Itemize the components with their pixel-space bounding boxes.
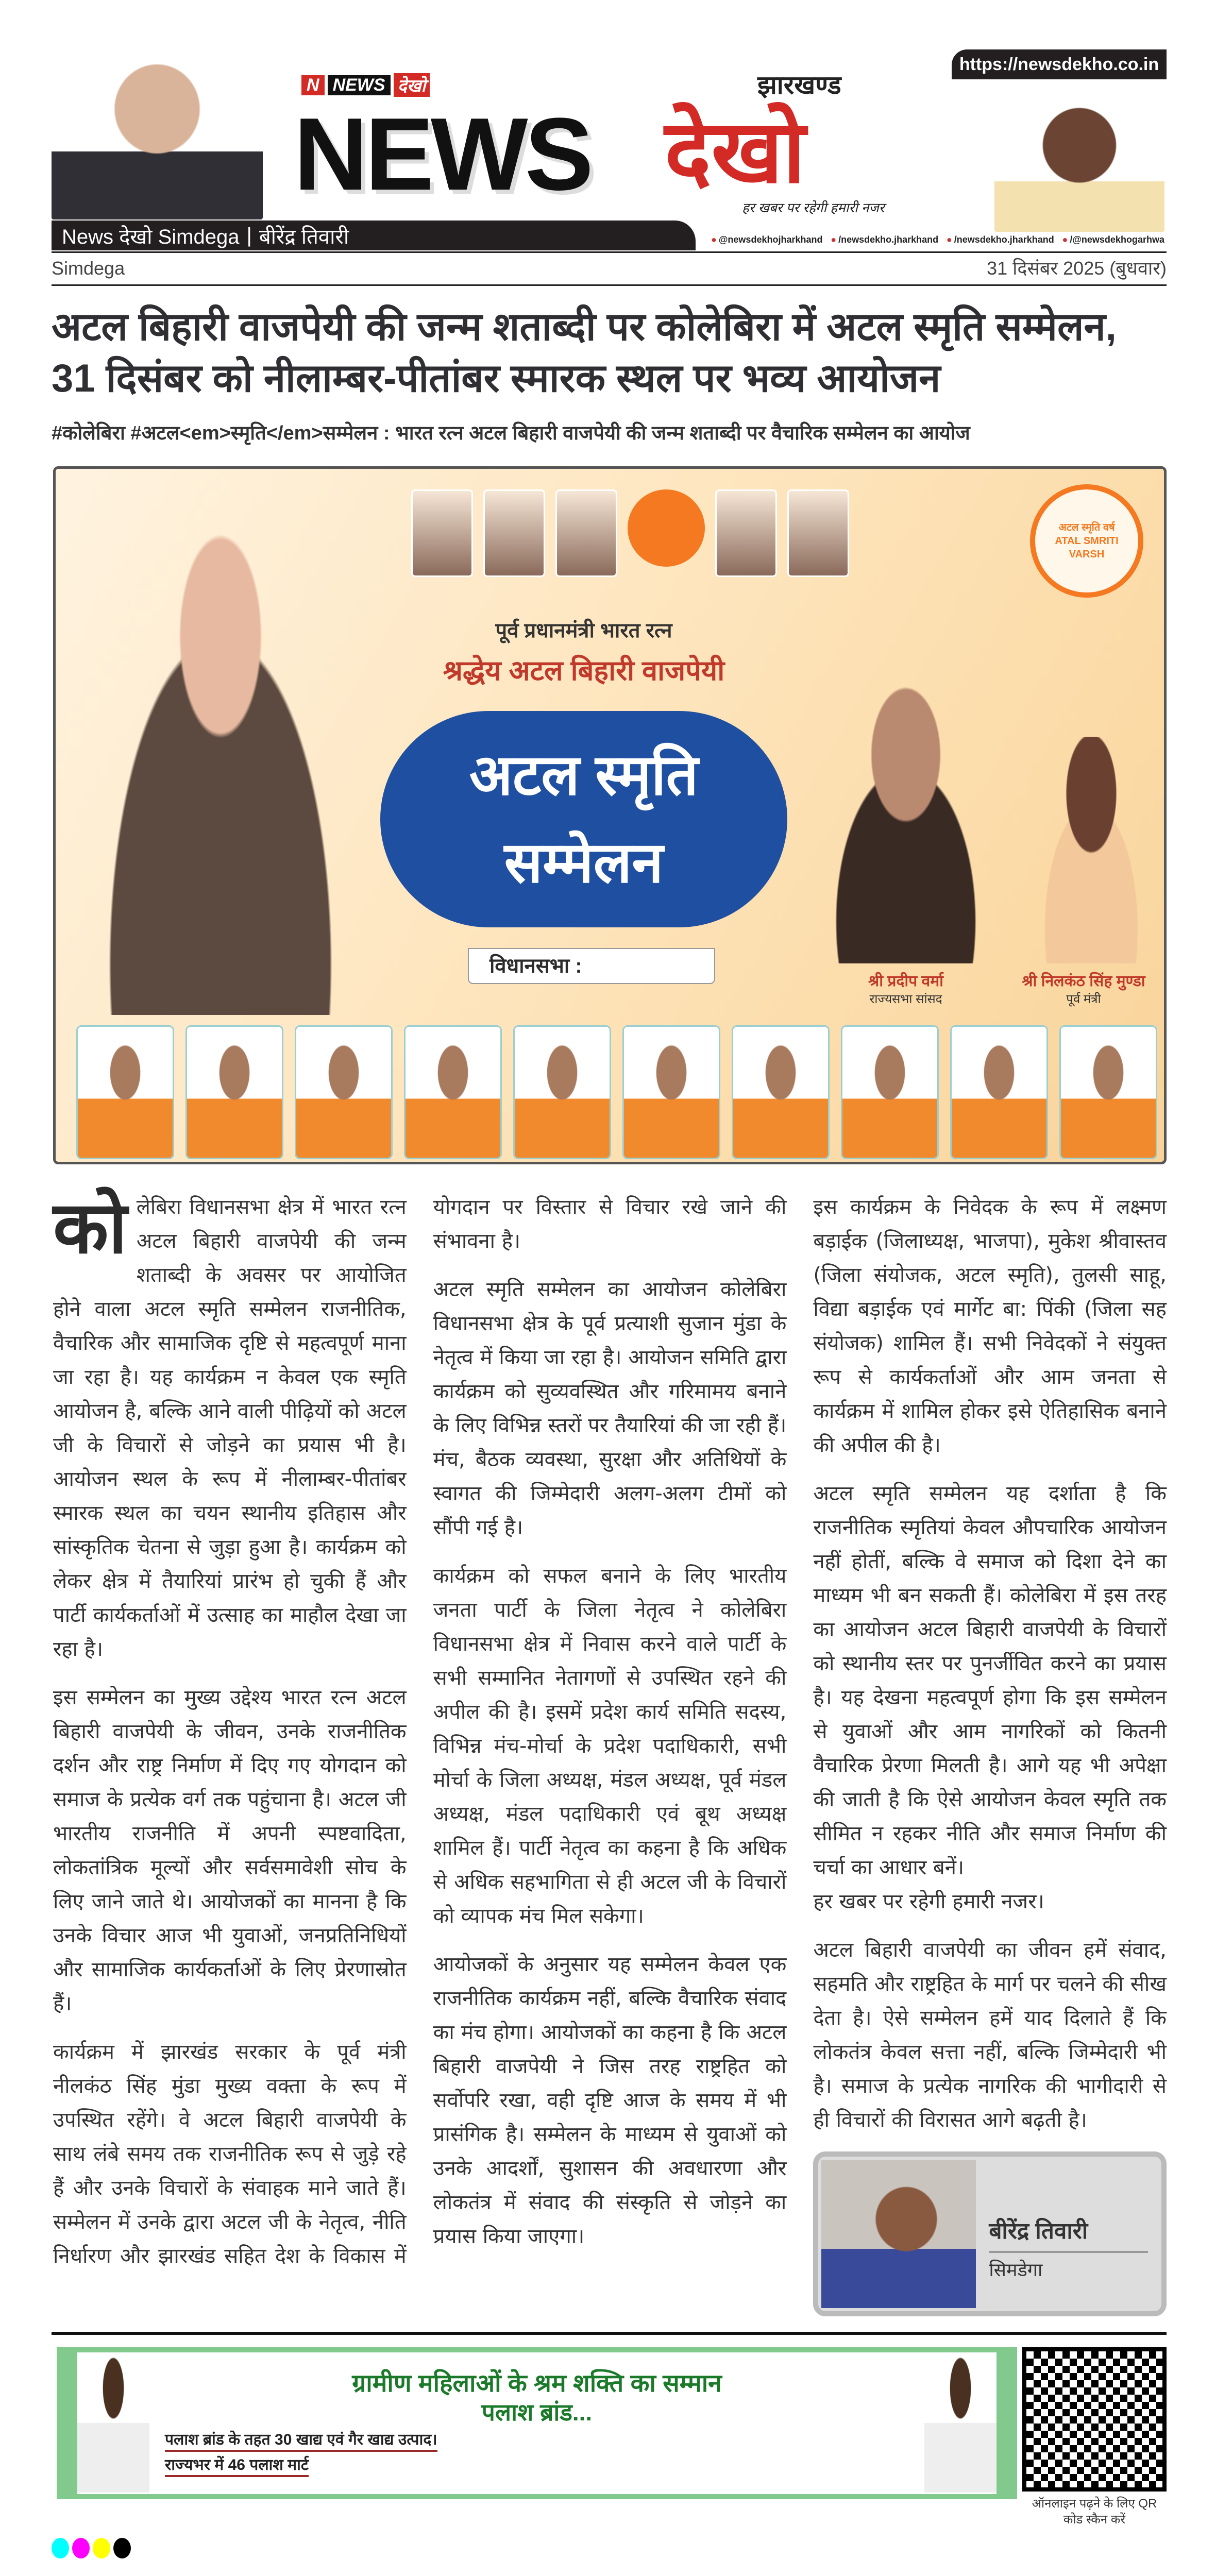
cyan-dot [52,2538,69,2558]
social-handles [711,234,1164,245]
atal-smriti-emblem [1030,484,1143,598]
person1-role: राज्यसभा सांसद [869,992,942,1006]
logo-news: NEWS [328,75,391,95]
masthead-news: NEWS [294,97,590,212]
facebook-handle[interactable]: ● /newsdekho.jharkhand [831,234,938,245]
drop-cap: को [53,1187,127,1268]
paragraph-text: लेबिरा विधानसभा क्षेत्र में भारत रत्न अटल बिहारी वाजपेयी की जन्म शताब्दी के अवसर पर आयोजित होने वाला अटल स्मृति सम्मेलन राजनीतिक, वैचारिक और सामाजिक दृष्टि से महत्वपूर्ण माना जा रहा है। यह कार्यक्रम न केवल एक स्मृति आयोजन है, बल्कि आने वाली पीढ़ियों को अटल जी के विचारों से जोड़ने का प्रयास भी है। आयोजन स्थल के रूप में नीलाम्बर-पीतांबर स्मारक स्थल का चयन स्थानीय इतिहास और सांस्कृतिक चेतना से जुड़ा हुआ है। कार्यक्रम को लेकर क्षेत्र में तैयारियां प्रारंभ हो चुकी हैं और पार्टी कार्यकर्ताओं में उत्साह का माहौल देखा जा रहा है। [53,1195,407,1661]
leader-photo [185,1025,283,1159]
qr-code[interactable] [1022,2347,1167,2492]
reporter-card [813,2151,1167,2316]
ad-brand: पलाश ब्रांड... [481,2399,593,2426]
masthead [0,0,1216,253]
edition-brand: News देखो Simdega [62,225,240,248]
leader-photo [295,1025,393,1159]
person2-name: श्री निलकंठ सिंह मुण्डा [1022,972,1145,990]
paragraph: कार्यक्रम में झारखंड सरकार के पूर्व मंत्री नीलकंठ सिंह मुंडा मुख्य वक्ता के रूप में उपस्थित रहेंगे। वे अटल बिहारी वाजपेयी के साथ लंबे समय तक राजनीतिक रूप से जुड़े रहे हैं और उनके विचारों के संवाहक माने जाते हैं। सम्मेलन में उनके द्वारा अटल जी के नेतृत्व, नीति निर्धारण और झारखंड सहित देश के विकास में योगदान पर विस्तार से विचार रखे जाने की संभावना है। [53,1195,787,2268]
president-photo [994,88,1164,232]
reporter-name: बीरेंद्र तिवारी [989,2216,1148,2253]
leader-photo [483,489,545,577]
ad-headline: ग्रामीण महिलाओं के श्रम शक्ति का सम्मान [352,2369,722,2397]
leader-photo [950,1025,1048,1159]
page-content [0,253,1216,2558]
leader-photo [513,1025,611,1159]
event-name-line2: सम्मेलन [504,831,664,894]
leader-photo [411,489,473,577]
editor-photo [52,49,263,219]
masthead-dekho: देखो [665,103,806,201]
atal-portrait [66,510,375,1015]
dateline [52,253,1167,286]
divider [52,251,1167,253]
emblem-hindi: अटल स्मृति वर्ष [1058,521,1115,533]
ad-person-photo [924,2353,997,2493]
ad-point: राज्यभर में 46 पलाश मार्ट [165,2455,309,2477]
leader-photo [732,1025,830,1159]
reporter-location: सिमडेगा [989,2259,1043,2280]
leader-photos [411,489,849,577]
article-title: अटल बिहारी वाजपेयी की जन्म शताब्दी पर कोलेबिरा में अटल स्मृति सम्मेलन, 31 दिसंबर को नीलाम्बर-पीतांबर स्मारक स्थल पर भव्य आयोजन [52,305,1117,401]
bjp-lotus-icon [628,489,705,567]
leader-photo [622,1025,720,1159]
qr-caption: ऑनलाइन पढ़ने के लिए QR कोड स्कैन करें [1032,2496,1157,2527]
local-leaders-row [76,1025,1157,1159]
website-url[interactable]: https://newsdekho.co.in [952,49,1167,79]
divider [52,2332,1167,2335]
leader-photo [555,489,617,577]
logo-dekho: देखो [394,73,430,97]
banner-line2: श्रद्धेय अटल बिहारी वाजपेयी [443,655,725,686]
ad-person-photo [77,2353,149,2493]
event-name-line1: अटल स्मृति [469,743,699,807]
leader-photo [841,1025,939,1159]
x-handle[interactable]: ● /@newsdekhogarhwa [1062,234,1164,245]
small-logo [301,72,430,98]
palash-advertisement[interactable] [57,2347,1017,2499]
paragraph: इस कार्यक्रम के निवेदक के रूप में लक्ष्मण बड़ाईक (जिलाध्यक्ष, भाजपा), मुकेश श्रीवास्तव (जिला संयोजक, अटल स्मृति), तुलसी साहू, विद्या बड़ाईक एवं मार्गेट बा: पिंकी (जिला सह संयोजक) शामिल हैं। सभी निवेदकों ने संयुक्त रूप से कार्यकर्ताओं और आम जनता से कार्यक्रम में शामिल होकर इसे ऐतिहासिक बनाने की अपील की है। [813,1195,1167,1457]
edition-reporter: बीरेंद्र तिवारी [259,225,349,248]
emblem-english: ATAL SMRITI VARSH [1055,535,1119,560]
ad-point: पलाश ब्रांड के तहत 30 खाद्य एवं गैर खाद्य उत्पाद। [165,2430,437,2452]
vidhansabha-label: विधानसभा : [468,948,715,984]
masthead-tagline: हर खबर पर रहेगी हमारी नजर [742,200,885,215]
reporter-photo [821,2160,976,2308]
person2-role: पूर्व मंत्री [1066,992,1101,1006]
dateline-date: 31 दिसंबर 2025 (बुधवार) [987,258,1167,279]
black-dot [113,2538,131,2558]
paragraph: इस सम्मेलन का मुख्य उद्देश्य भारत रत्न अटल बिहारी वाजपेयी के जीवन, उनके राजनीतिक दर्शन और राष्ट्र निर्माण में दिए गए योगदान को समाज के प्रत्येक वर्ग तक पहुंचाना है। अटल जी भारतीय राजनीति में अपनी स्पष्टवादिता, लोकतांत्रिक मूल्यों और सर्वसमावेशी सोच के लिए जाने जाते थे। आयोजकों का मानना है कि उनके विचार आज भी युवाओं, जनप्रतिनिधियों और सामाजिक कार्यकर्ताओं के लिए प्रेरणास्रोत हैं। [53,1685,407,2015]
paragraph: अटल बिहारी वाजपेयी का जीवन हमें संवाद, सहमति और राष्ट्रहित के मार्ग पर चलने की सीख देता है। ऐसे सम्मेलन हमें याद दिलाते हैं कि लोकतंत्र केवल सत्ता नहीं, बल्कि जिम्मेदारी भी है। समाज के प्रत्येक नागरिक की भागीदारी से ही विचारों की विरासत आगे बढ़ती है। [813,1938,1167,2132]
leader-photo [1059,1025,1157,1159]
banner-line1: पूर्व प्रधानमंत्री भारत रत्न [495,619,672,642]
youtube-handle[interactable]: ● /newsdekho.jharkhand [947,234,1054,245]
strip-separator: | [246,224,252,247]
edition-strip [52,221,696,250]
paragraph: कार्यक्रम को सफल बनाने के लिए भारतीय जनता पार्टी के जिला नेतृत्व ने कोलेबिरा विधानसभा क्षेत्र में निवास करने वाले पार्टी के सभी सम्मानित नेतागणों से उपस्थित रहने की अपील की है। इसमें प्रदेश कार्य समिति सदस्य, विभिन्न मंच-मोर्चा के प्रदेश पदाधिकारी, सभी मोर्चा के जिला अध्यक्ष, मंडल अध्यक्ष, पूर्व मंडल अध्यक्ष, मंडल पदाधिकारी एवं बूथ अध्यक्ष शामिल हैं। पार्टी नेतृत्व का कहना है कि अधिक से अधिक सहभागिता से ही अटल जी के विचारों को व्यापक मंच मिल सकेगा। [433,1564,787,1928]
cmyk-registration-marks [52,2538,1167,2558]
pradeep-verma-photo [798,685,1014,963]
paragraph: आयोजकों के अनुसार यह सम्मेलन केवल एक राजनीतिक कार्यक्रम नहीं, बल्कि वैचारिक संवाद का मंच होगा। आयोजकों का कहना है कि अटल बिहारी वाजपेयी ने जिस तरह राष्ट्रहित को सर्वोपरि रखा, वही दृष्टि आज के समय में भी प्रासंगिक है। सम्मेलन के माध्यम से युवाओं को उनके आदर्शों, सुशासन की अवधारणा और लोकतंत्र में संवाद की संस्कृति से जोड़ने का प्रयास किया जाएगा। [433,1952,787,2248]
article-subtitle: #कोलेबिरा #अटल<em>स्मृति</em>सम्मेलन : भारत रत्न अटल बिहारी वाजपेयी की जन्म शताब्दी पर वैचारिक सम्मेलन का आयोज [52,422,970,445]
banner-event-name [380,711,787,927]
yellow-dot [93,2538,110,2558]
leader-photo [715,489,777,577]
instagram-handle[interactable]: ● @newsdekhojharkhand [711,234,822,245]
paragraph: अटल स्मृति सम्मेलन यह दर्शाता है कि राजनीतिक स्मृतियां केवल औपचारिक आयोजन नहीं होतीं, बल्कि वे समाज को दिशा देने का माध्यम भी बन सकती हैं। कोलेबिरा में इस तरह का आयोजन अटल बिहारी वाजपेयी के विचारों को स्थानीय स्तर पर पुनर्जीवित करने का प्रयास है। यह देखना महत्वपूर्ण होगा कि इस सम्मेलन से युवाओं और आम नागरिकों को कितनी वैचारिक प्रेरणा मिलती है। आगे यह भी अपेक्षा की जाती है कि ऐसे आयोजन केवल स्मृति तक सीमित न रहकर नीति और समाज निर्माण की चर्चा का आधार बनें। [813,1481,1167,1879]
nilkanth-munda-photo [1019,737,1163,963]
closing-line: हर खबर पर रहेगी हमारी नजर। [813,1889,1044,1913]
leader-photo [76,1025,174,1159]
logo-n: N [301,75,325,95]
paragraph [53,1187,407,1666]
magenta-dot [72,2538,90,2558]
article-body [53,1187,1167,2316]
event-banner-image [53,466,1167,1164]
leader-photo [787,489,849,577]
paragraph: अटल स्मृति सम्मेलन का आयोजन कोलेबिरा विधानसभा क्षेत्र के पूर्व प्रत्याशी सुजान मुंडा के नेतृत्व में किया जा रहा है। आयोजन समिति द्वारा कार्यक्रम को सुव्यवस्थित और गरिमामय बनाने के लिए विभिन्न स्तरों पर तैयारियां की जा रही हैं। मंच, बैठक व्यवस्था, सुरक्षा और अतिथियों के स्वागत की जिम्मेदारी अलग-अलग टीमों को सौंपी गई है। [433,1277,787,1539]
masthead-region: झारखण्ड [757,71,841,99]
person1-name: श्री प्रदीप वर्मा [868,972,943,990]
leader-photo [404,1025,502,1159]
dateline-location: Simdega [52,258,125,279]
